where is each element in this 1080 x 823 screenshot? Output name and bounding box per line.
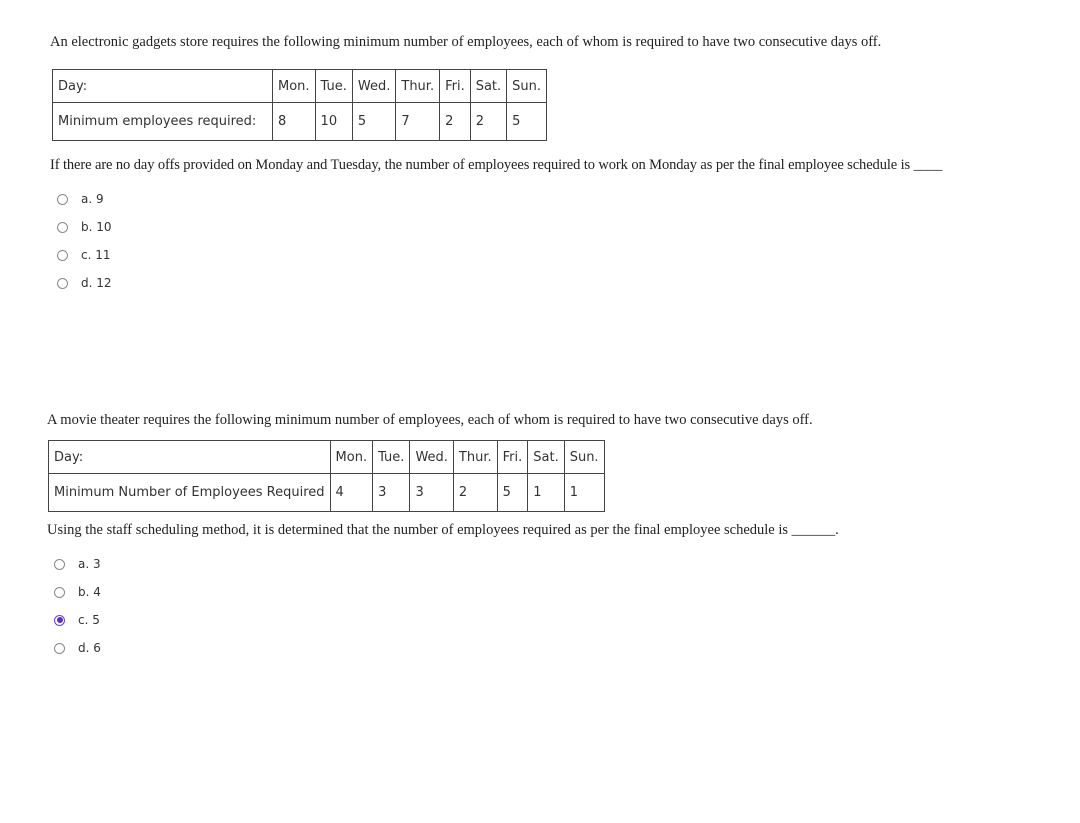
- q2-schedule-table: [48, 440, 605, 512]
- q1-day-cell: Thur.: [396, 70, 440, 103]
- q1-day-cell: Mon.: [273, 70, 316, 103]
- radio-button[interactable]: [54, 587, 65, 598]
- q1-option-b[interactable]: [57, 213, 112, 241]
- q1-schedule-table: [52, 69, 547, 141]
- q1-value-cell: 8: [273, 103, 316, 141]
- q2-value-cell: 3: [410, 474, 453, 512]
- option-label: a. 3: [78, 557, 101, 571]
- q2-value-cell: 1: [564, 474, 604, 512]
- q2-value-cell: 5: [497, 474, 528, 512]
- q2-question-text: Using the staff scheduling method, it is determined that the number of employees required as per the final employee schedule is ______.: [47, 522, 839, 538]
- q2-value-cell: 4: [330, 474, 373, 512]
- radio-button[interactable]: [54, 643, 65, 654]
- q2-value-cell: 1: [528, 474, 564, 512]
- q2-day-cell: Fri.: [497, 441, 528, 474]
- option-label: b. 4: [78, 585, 101, 599]
- q1-values-row: [53, 103, 547, 141]
- q2-day-cell: Tue.: [373, 441, 410, 474]
- q2-intro-text: A movie theater requires the following minimum number of employees, each of whom is required to have two consecutive days off.: [47, 412, 813, 428]
- q1-row-label: Minimum employees required:: [53, 103, 273, 141]
- q2-value-cell: 3: [373, 474, 410, 512]
- q1-options: [57, 185, 112, 297]
- q1-option-a[interactable]: [57, 185, 112, 213]
- q1-option-d[interactable]: [57, 269, 112, 297]
- q2-day-header: Day:: [49, 441, 331, 474]
- q1-value-cell: 7: [396, 103, 440, 141]
- q1-option-c[interactable]: [57, 241, 112, 269]
- q1-day-row: [53, 70, 547, 103]
- q2-options: [54, 550, 101, 662]
- q2-values-row: [49, 474, 605, 512]
- q1-question-text: If there are no day offs provided on Monday and Tuesday, the number of employees required to work on Monday as per the final employee schedule is ____: [50, 157, 943, 173]
- q1-day-cell: Wed.: [352, 70, 395, 103]
- q2-day-cell: Thur.: [453, 441, 497, 474]
- radio-button-selected[interactable]: [54, 615, 65, 626]
- q2-option-b[interactable]: [54, 578, 101, 606]
- radio-button[interactable]: [57, 278, 68, 289]
- option-label: c. 11: [81, 248, 111, 262]
- radio-button[interactable]: [57, 222, 68, 233]
- q2-day-cell: Sun.: [564, 441, 604, 474]
- q2-option-d[interactable]: [54, 634, 101, 662]
- q2-day-cell: Mon.: [330, 441, 373, 474]
- q2-option-a[interactable]: [54, 550, 101, 578]
- q2-day-cell: Sat.: [528, 441, 564, 474]
- radio-button[interactable]: [57, 250, 68, 261]
- q2-day-cell: Wed.: [410, 441, 453, 474]
- option-label: c. 5: [78, 613, 100, 627]
- q2-value-cell: 2: [453, 474, 497, 512]
- q1-intro-text: An electronic gadgets store requires the following minimum number of employees, each of whom is required to have two consecutive days off.: [50, 34, 882, 50]
- option-label: d. 6: [78, 641, 101, 655]
- radio-button[interactable]: [57, 194, 68, 205]
- q1-value-cell: 2: [470, 103, 506, 141]
- q1-value-cell: 5: [507, 103, 547, 141]
- q1-value-cell: 2: [440, 103, 471, 141]
- q1-day-cell: Tue.: [315, 70, 352, 103]
- q1-day-header: Day:: [53, 70, 273, 103]
- q2-option-c[interactable]: [54, 606, 101, 634]
- radio-button[interactable]: [54, 559, 65, 570]
- q2-row-label: Minimum Number of Employees Required: [49, 474, 331, 512]
- option-label: a. 9: [81, 192, 104, 206]
- q1-day-cell: Fri.: [440, 70, 471, 103]
- q1-value-cell: 10: [315, 103, 352, 141]
- option-label: b. 10: [81, 220, 112, 234]
- option-label: d. 12: [81, 276, 112, 290]
- q1-day-cell: Sun.: [507, 70, 547, 103]
- q1-value-cell: 5: [352, 103, 395, 141]
- q2-day-row: [49, 441, 605, 474]
- q1-day-cell: Sat.: [470, 70, 506, 103]
